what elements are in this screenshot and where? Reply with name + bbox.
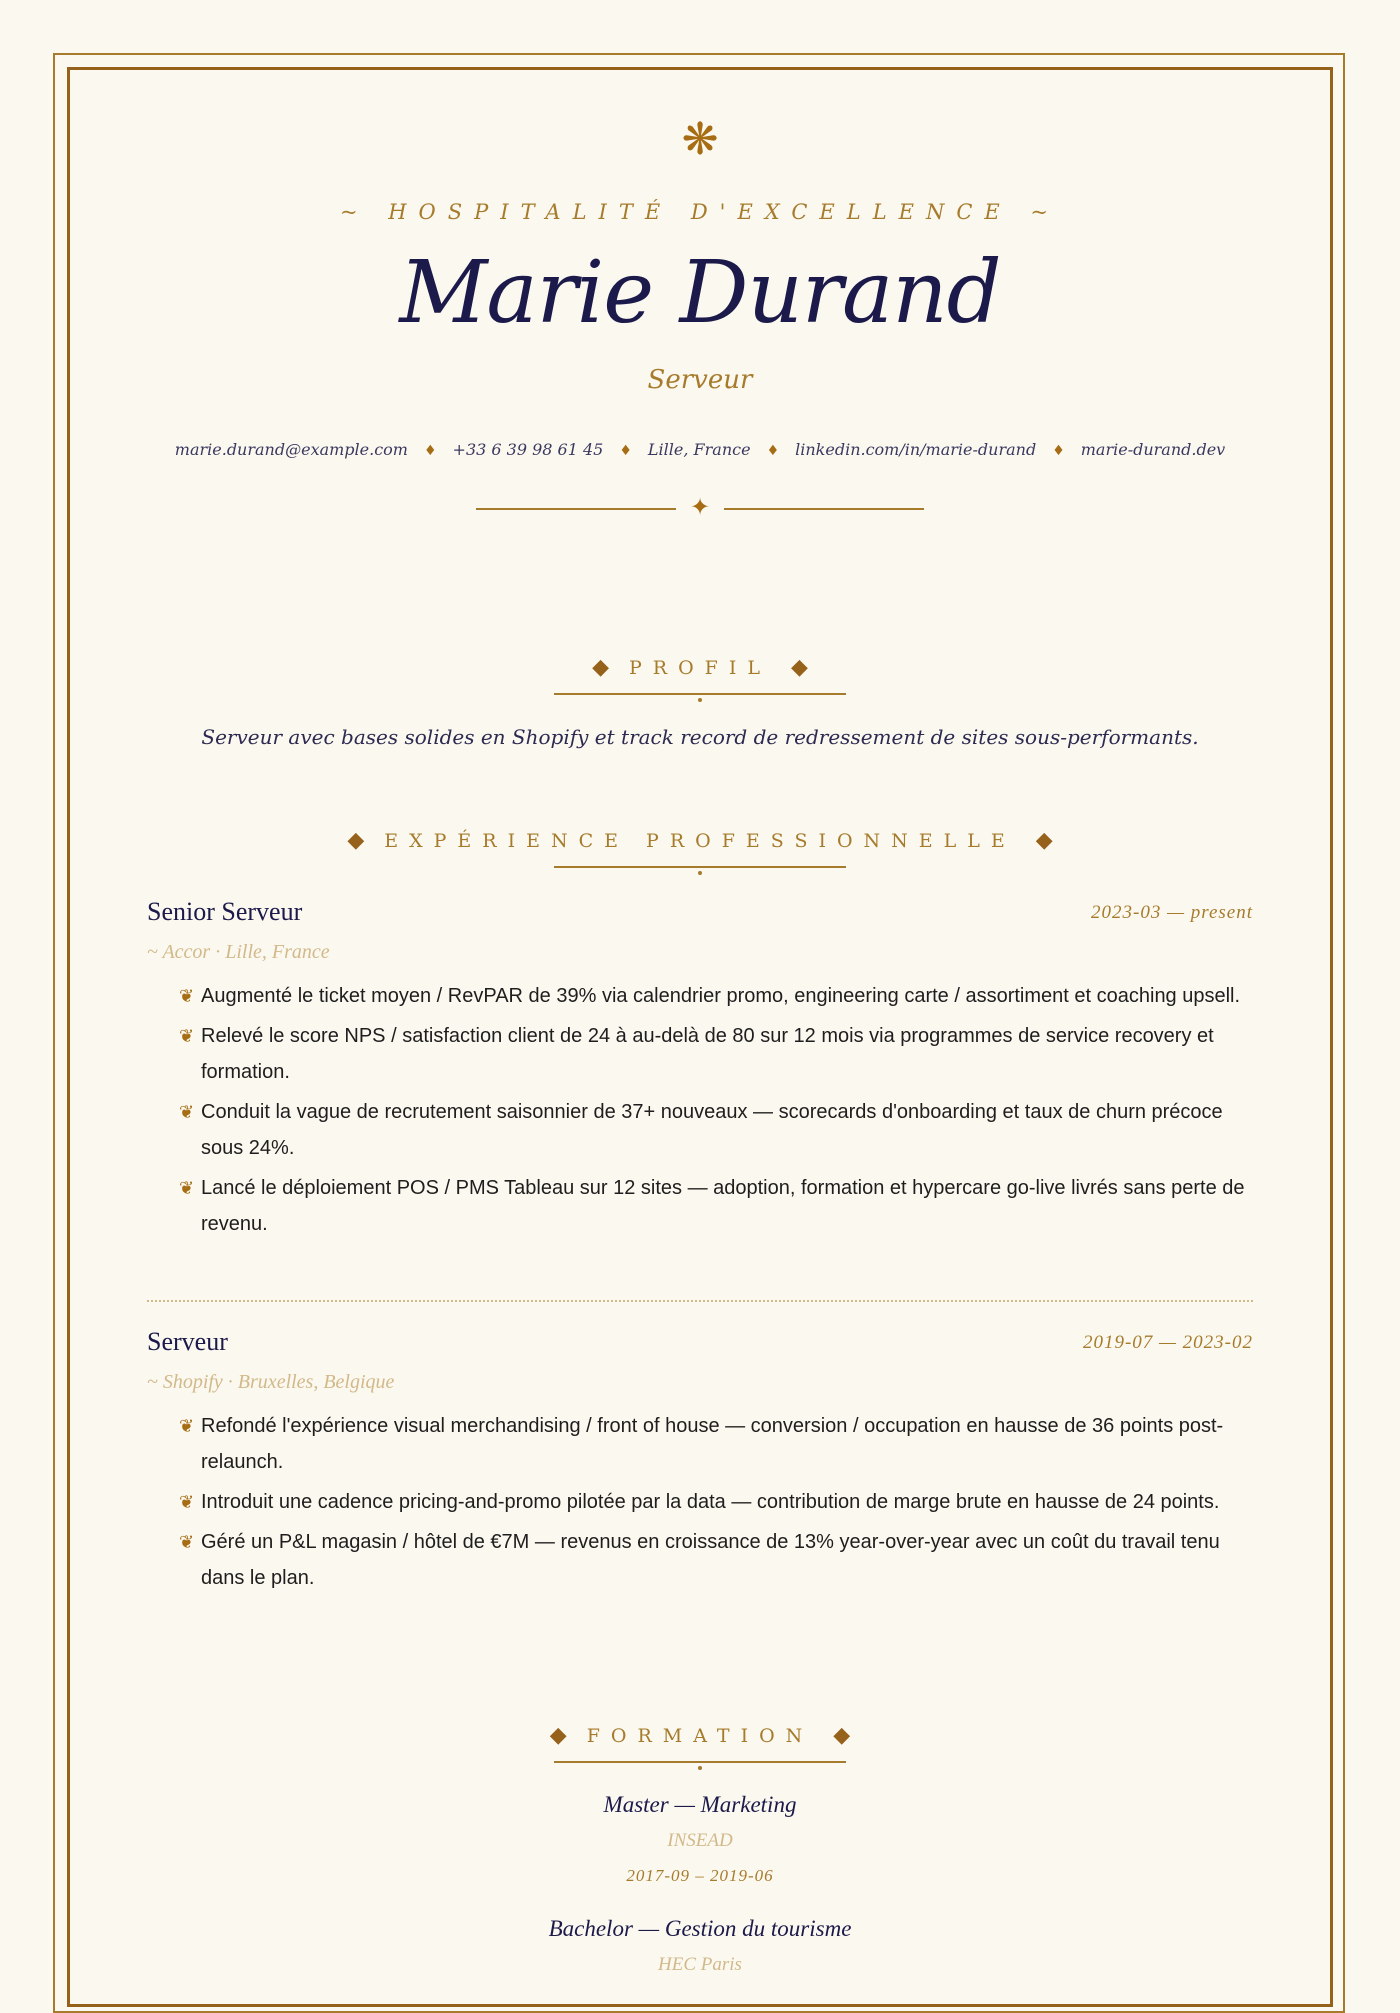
diamond-icon: ◆ [790, 655, 808, 680]
section-title: FORMATION [586, 1725, 814, 1747]
contact-location: Lille, France [647, 440, 751, 459]
candidate-name: Marie Durand [399, 243, 1001, 343]
header-kicker: ~ HOSPITALITÉ D'EXCELLENCE ~ [339, 200, 1061, 224]
education-entry [147, 1912, 1253, 1980]
entry-divider [147, 1300, 1253, 1302]
section-underline [554, 866, 846, 868]
ornament-line-left [476, 508, 676, 510]
separator-diamond-icon: ♦ [423, 443, 437, 459]
job-organization: ~ Accor · Lille, France [147, 941, 330, 963]
profile-summary: Serveur avec bases solides en Shopify et track record de redressement de sites sous-performants. [201, 725, 1199, 749]
education-entry [147, 1788, 1253, 1890]
diamond-icon: ◆ [833, 1723, 851, 1748]
section-underline [554, 1761, 846, 1763]
diamond-icon: ◆ [347, 828, 365, 853]
list-item: ❦ Augmenté le ticket moyen / RevPAR de 39% via calendrier promo, engineering carte / assortiment et coaching upsell. [179, 978, 1253, 1014]
education-degree: Master — Marketing [603, 1792, 797, 1817]
header-ornament-rule [147, 492, 1253, 522]
contact-email[interactable]: marie.durand@example.com [174, 440, 408, 459]
job-title: Senior Serveur [147, 897, 303, 926]
section-underline-dot [698, 1766, 702, 1770]
list-item: ❦ Géré un P&L magasin / hôtel de €7M — revenus en croissance de 13% year-over-year avec un coût du travail tenu dans le plan. [179, 1524, 1253, 1596]
list-item: ❦ Lancé le déploiement POS / PMS Tableau sur 12 sites — adoption, formation et hypercare go-live livrés sans perte de revenu. [179, 1170, 1253, 1242]
fleuron-bullet-icon: ❦ [179, 1102, 195, 1122]
fleuron-bullet-icon: ❦ [179, 1492, 195, 1512]
contact-website[interactable]: marie-durand.dev [1080, 440, 1226, 459]
contact-phone[interactable]: +33 6 39 98 61 45 [452, 440, 604, 459]
flourish-icon: ❋ [681, 114, 719, 165]
job-bullets [179, 978, 1253, 1246]
contact-line [147, 438, 1253, 463]
diamond-icon: ◆ [592, 655, 609, 680]
contact-linkedin[interactable]: linkedin.com/in/marie-durand [795, 440, 1037, 459]
section-underline-dot [698, 871, 702, 875]
fleuron-bullet-icon: ❦ [179, 986, 195, 1006]
section-title: EXPÉRIENCE PROFESSIONNELLE [384, 830, 1016, 852]
job-title: Serveur [147, 1327, 228, 1356]
education-dates: 2017-09 – 2019-06 [626, 1866, 774, 1885]
job-dates: 2019-07 — 2023-02 [1082, 1332, 1253, 1353]
section-heading-profile [147, 653, 1253, 713]
list-item: ❦ Refondé l'expérience visual merchandising / front of house — conversion / occupation en hausse de 36 points post-relaunch. [179, 1408, 1253, 1480]
job-dates: 2023-03 — present [1091, 902, 1253, 923]
education-school: INSEAD [667, 1830, 733, 1851]
list-item: ❦ Conduit la vague de recrutement saisonnier de 37+ nouveaux — scorecards d'onboarding et taux de churn précoce sous 24%. [179, 1094, 1253, 1166]
diamond-icon: ◆ [1035, 828, 1053, 853]
section-heading-experience [147, 826, 1253, 886]
section-heading-education [147, 1721, 1253, 1781]
four-point-star-icon: ✦ [689, 493, 711, 521]
separator-diamond-icon: ♦ [766, 443, 780, 459]
education-degree: Bachelor — Gestion du tourisme [548, 1916, 852, 1941]
fleuron-bullet-icon: ❦ [179, 1026, 195, 1046]
section-title: PROFIL [629, 657, 771, 679]
job-organization: ~ Shopify · Bruxelles, Belgique [147, 1371, 395, 1393]
list-item: ❦ Relevé le score NPS / satisfaction client de 24 à au-delà de 80 sur 12 mois via programmes de service recovery et formation. [179, 1018, 1253, 1090]
section-underline [554, 693, 846, 695]
diamond-icon: ◆ [549, 1723, 567, 1748]
candidate-role: Serveur [647, 365, 753, 395]
section-underline-dot [698, 698, 702, 702]
education-school: HEC Paris [658, 1954, 742, 1975]
list-item: ❦ Introduit une cadence pricing-and-promo pilotée par la data — contribution de marge brute en hausse de 24 points. [179, 1484, 1253, 1520]
separator-diamond-icon: ♦ [1052, 443, 1065, 459]
separator-diamond-icon: ♦ [619, 443, 632, 459]
ornament-line-right [724, 508, 924, 510]
fleuron-bullet-icon: ❦ [179, 1532, 195, 1552]
job-bullets [179, 1408, 1253, 1600]
fleuron-bullet-icon: ❦ [179, 1178, 195, 1198]
fleuron-bullet-icon: ❦ [179, 1416, 195, 1436]
